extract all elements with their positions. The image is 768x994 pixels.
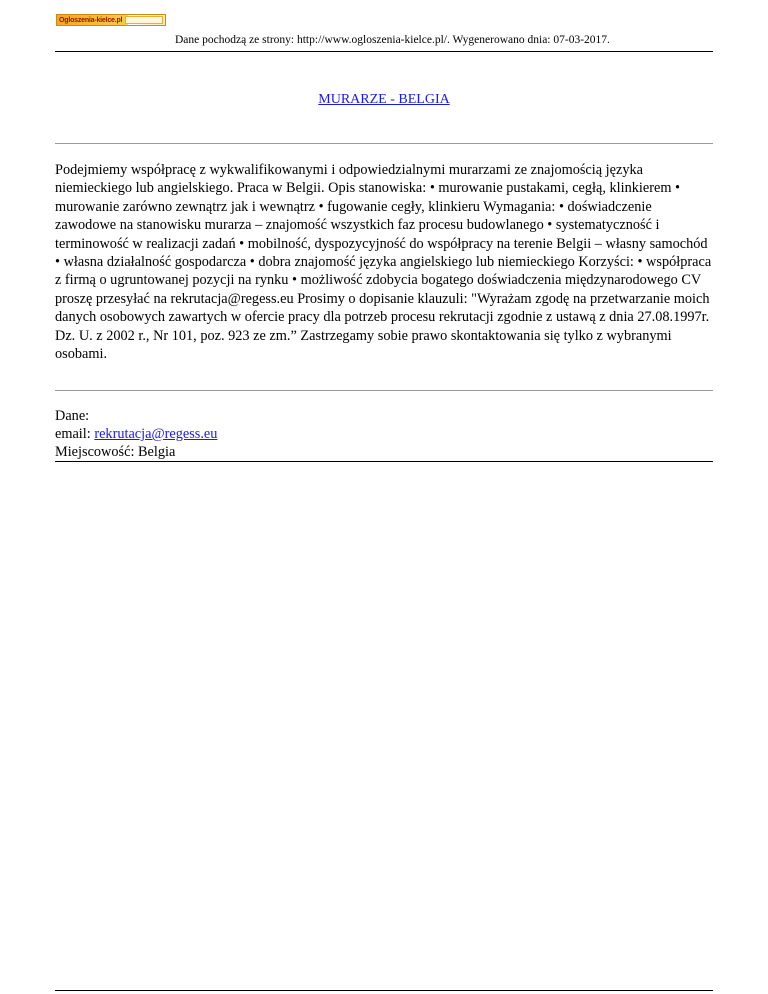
details-divider xyxy=(55,461,713,462)
location-label: Miejscowość: xyxy=(55,444,138,460)
title-divider xyxy=(55,143,713,144)
header-divider xyxy=(55,51,713,52)
description-divider xyxy=(55,390,713,391)
contact-details xyxy=(55,407,217,461)
email-link[interactable]: rekrutacja@regess.eu xyxy=(94,426,218,442)
email-row xyxy=(55,425,217,443)
source-note: Dane pochodzą ze strony: http://www.ogloszenia-kielce.pl/. Wygenerowano dnia: 07-03-2017. xyxy=(175,34,610,46)
site-logo-text: Ogloszenia-kielce.pl xyxy=(59,16,123,24)
site-logo-tag xyxy=(125,16,163,24)
ad-description: Podejmiemy współpracę z wykwalifikowanymi i odpowiedzialnymi murarzami ze znajomością języka niemieckiego lub angielskiego. Praca w Belgii. Opis stanowiska: • murowanie pustakami, cegłą, klinkierem • murowanie zarówno zewnątrz jak i wewnątrz • fugowanie cegły, klinkieru Wymagania: • doświadczenie zawodowe na stanowisku murarza – znajomość wszystkich faz procesu budowlanego • systematyczność i terminowość w realizacji zadań • mobilność, dyspozycyjność do współpracy na terenie Belgii – własny samochód • własna działalność gospodarcza • dobra znajomość języka angielskiego lub niemieckiego Korzyści: • współpraca z firmą o ugruntowanej pozycji na rynku • możliwość zdobycia bogatego doświadczenia międzynarodowego CV proszę przesyłać na rekrutacja@regess.eu Prosimy o dopisanie klauzuli: "Wyrażam zgodę na przetwarzanie moich danych osobowych zawartych w ofercie pracy dla potrzeb procesu rekrutacji zgodnie z ustawą z dnia 27.08.1997r. Dz. U. z 2002 r., Nr 101, poz. 923 ze zm.” Zastrzegamy sobie prawo skontaktowania się tylko z wybranymi osobami. xyxy=(55,162,712,363)
location-value: Belgia xyxy=(138,444,176,460)
ad-title-link[interactable]: MURARZE - BELGIA xyxy=(318,92,450,107)
location-row xyxy=(55,443,217,461)
site-logo xyxy=(56,14,166,26)
details-heading: Dane: xyxy=(55,408,90,424)
ad-title xyxy=(0,92,768,108)
email-label: email: xyxy=(55,426,95,442)
footer-divider xyxy=(55,990,713,991)
